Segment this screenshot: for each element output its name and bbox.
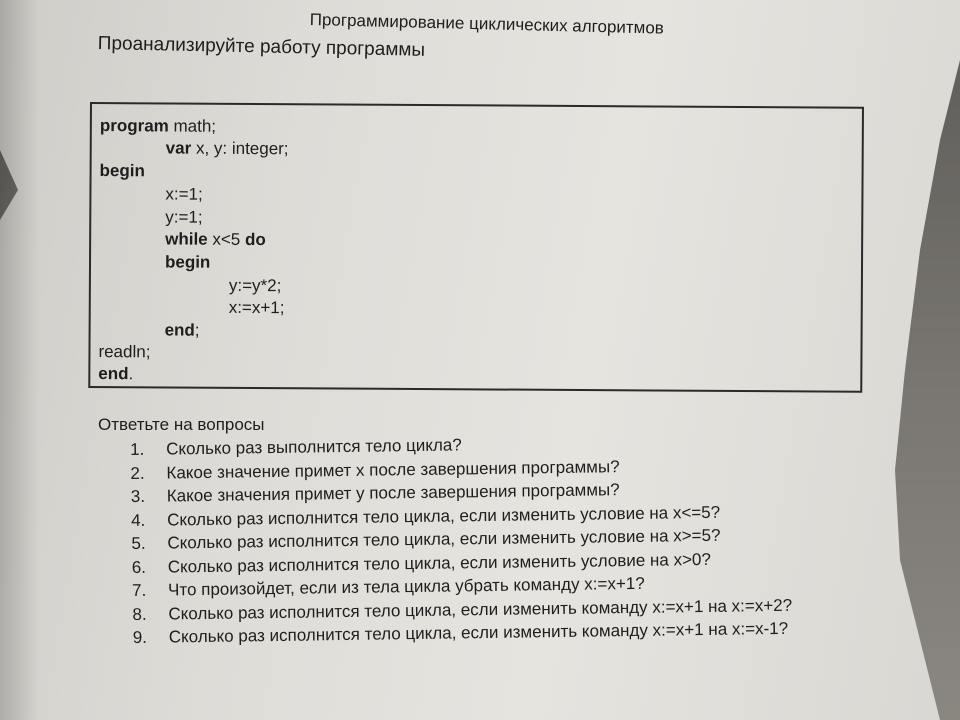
question-text: Что произойдет, если из тела цикла убрать команду x:=x+1? [167, 573, 645, 600]
question-number: 5. [131, 533, 146, 553]
code-line-3: begin [99, 161, 145, 181]
question-text: Какое значения примет у после завершения программы? [166, 480, 620, 506]
question-text: Сколько раз исполнится тело цикла, если изменить условие на x<=5? [166, 502, 721, 529]
code-listing-box [88, 102, 864, 393]
code-line-2: var x, y: integer; [165, 138, 289, 159]
question-number: 6. [131, 557, 147, 577]
code-line-10: end; [164, 320, 200, 340]
question-number: 2. [130, 463, 145, 483]
code-line-7: begin [164, 252, 211, 272]
question-text: Сколько раз исполнится тело цикла, если изменить команду x:=x+1 на x:=x-1? [168, 618, 789, 647]
code-line-8: y:=y*2; [228, 275, 282, 296]
question-text: Сколько раз исполнится тело цикла, если изменить условие на x>0? [167, 549, 711, 576]
task-instruction: Проанализируйте работу программы [97, 33, 426, 61]
question-number: 1. [130, 439, 145, 459]
page-title: Программирование циклических алгоритмов [309, 10, 665, 38]
code-line-4: x:=1; [165, 184, 203, 204]
question-number: 4. [130, 510, 146, 530]
questions-heading: Ответьте на вопросы [98, 415, 265, 434]
question-text: Какое значение примет x после завершения программы? [166, 456, 620, 482]
code-line-9: x:=x+1; [228, 297, 285, 318]
code-line-5: y:=1; [165, 207, 203, 227]
code-line-12: end. [98, 364, 134, 384]
question-number: 7. [131, 580, 147, 600]
question-number: 8. [132, 604, 147, 624]
question-number: 3. [130, 486, 146, 506]
code-line-11: readln; [98, 342, 151, 362]
question-text: Сколько раз исполнится тело цикла, если изменить команду x:=x+1 на x:=x+2? [168, 595, 793, 623]
question-text: Сколько раз выполнится тело цикла? [165, 435, 462, 459]
question-number: 9. [132, 627, 148, 647]
questions-list [130, 431, 793, 652]
code-line-6: while x<5 do [165, 229, 266, 250]
question-text: Сколько раз исполнится тело цикла, если изменить условие на x>=5? [167, 525, 721, 553]
code-line-1: program math; [99, 116, 217, 136]
